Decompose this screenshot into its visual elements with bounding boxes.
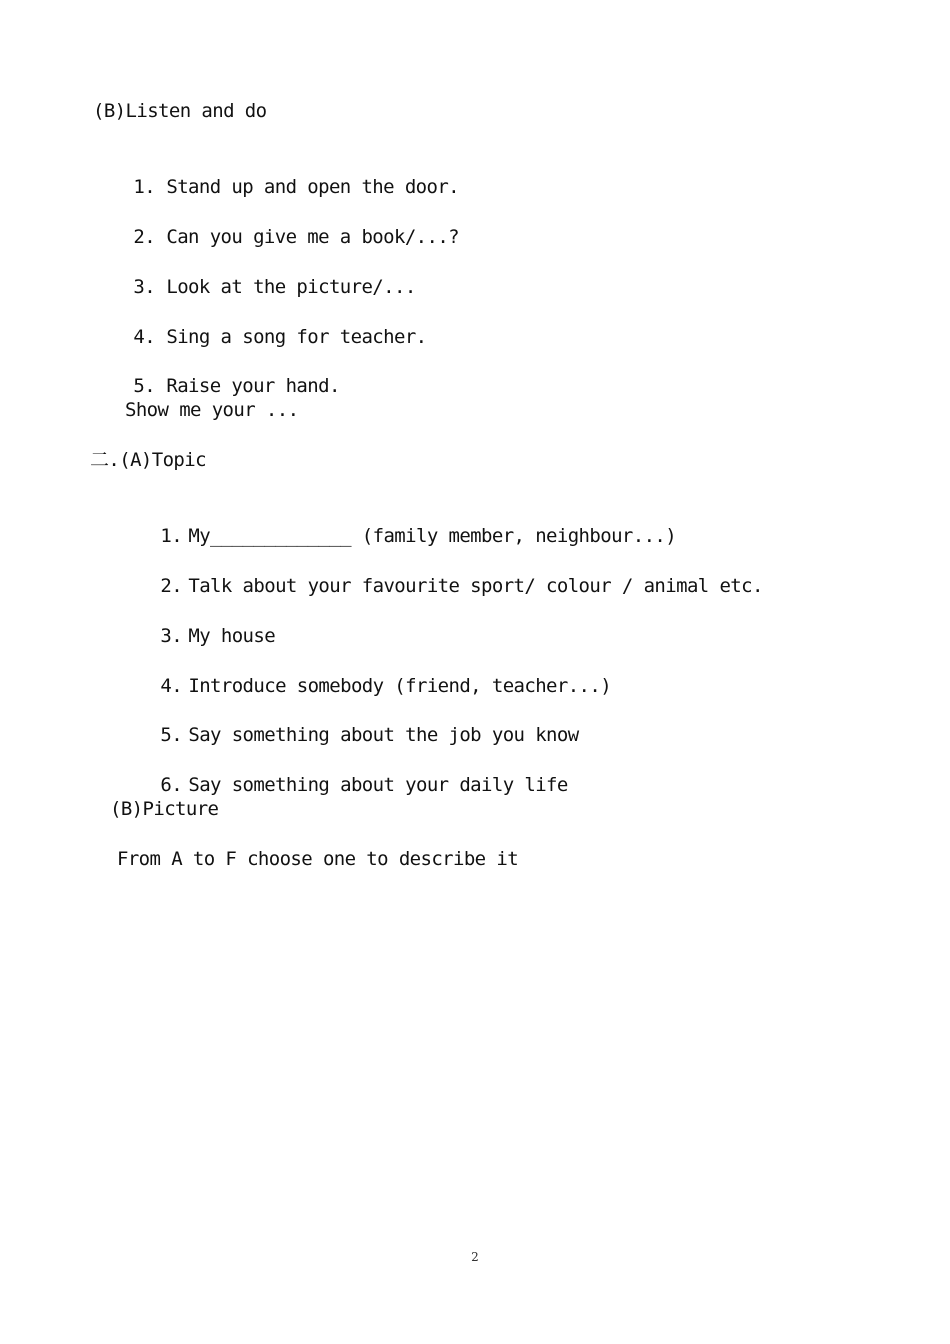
item-text: Sing a song for teacher. xyxy=(166,326,427,348)
item-number: 1. xyxy=(160,525,183,547)
item-text: Can you give me a book/...? xyxy=(166,226,460,248)
page-number: 2 xyxy=(471,1250,479,1264)
item-text: Raise your hand. xyxy=(166,375,340,397)
item-number: 6. xyxy=(160,774,183,796)
item-text: Look at the picture/... xyxy=(166,276,416,298)
topic-heading: 二.(A)Topic xyxy=(90,449,206,471)
item-number: 5. xyxy=(160,724,183,746)
item-text: My house xyxy=(188,625,276,647)
item-number: 2. xyxy=(160,575,183,597)
item-number: 2. xyxy=(133,226,156,248)
item-number: 5. xyxy=(133,375,156,397)
item-number: 1. xyxy=(133,176,156,198)
item-number: 3. xyxy=(133,276,156,298)
item-text: Introduce somebody (friend, teacher...) xyxy=(188,675,612,697)
picture-instruction: From A to F choose one to describe it xyxy=(117,848,519,870)
listen-extra: Show me your ... xyxy=(125,399,299,421)
item-text: Say something about the job you know xyxy=(188,724,579,746)
item-text: Say something about your daily life xyxy=(188,774,568,796)
listen-heading: (B)Listen and do xyxy=(93,100,267,122)
item-number: 4. xyxy=(133,326,156,348)
item-text: Stand up and open the door. xyxy=(166,176,460,198)
item-number: 4. xyxy=(160,675,183,697)
item-text: Talk about your favourite sport/ colour / animal etc. xyxy=(188,575,763,597)
picture-heading: (B)Picture xyxy=(110,798,219,820)
item-number: 3. xyxy=(160,625,183,647)
item-text: My_____________ (family member, neighbour...) xyxy=(188,525,677,547)
